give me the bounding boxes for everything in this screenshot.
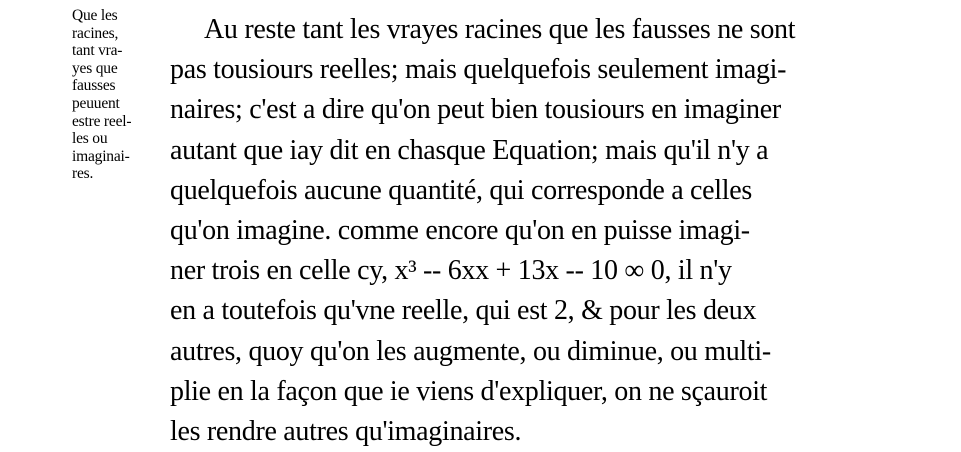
- body-line: Au reste tant les vrayes racines que les fausses ne sont: [204, 14, 796, 45]
- margin-note-line: res.: [72, 165, 94, 183]
- body-line: autant que iay dit en chasque Equation; mais qu'il n'y a: [170, 134, 769, 166]
- margin-note-line: Que les: [72, 7, 118, 24]
- body-line: naires; c'est a dire qu'on peut bien tousiours en imaginer: [170, 94, 781, 126]
- body-line: ner trois en celle cy, x³ -- 6xx + 13x -- 10 ∞ 0, il n'y: [170, 255, 732, 287]
- next-line-glyph-tops: [205, 420, 265, 426]
- margin-note-line: racines,: [72, 24, 119, 42]
- margin-note-line: tant vra-: [72, 42, 123, 60]
- margin-note-line: estre reel-: [72, 112, 132, 130]
- body-paragraph: [170, 10, 890, 452]
- margin-note-line: yes que: [72, 59, 118, 77]
- margin-note-line: fausses: [72, 77, 116, 95]
- margin-note-line: peuuent: [72, 94, 120, 112]
- next-line-fragment: [205, 412, 265, 426]
- margin-note-line: imaginai-: [72, 147, 130, 165]
- margin-note-line: les ou: [72, 130, 108, 148]
- body-line: quelquefois aucune quantité, qui corresponde a celles: [170, 174, 752, 206]
- body-line: plie en la façon que ie viens d'expliquer, on ne sçauroit: [170, 375, 768, 407]
- body-line: qu'on imagine. comme encore qu'on en puisse imagi-: [170, 214, 750, 246]
- body-line: en a toutefois qu'vne reelle, qui est 2, & pour les deux: [170, 295, 757, 327]
- body-line: pas tousiours reelles; mais quelquefois seulement imagi-: [170, 54, 787, 86]
- margin-note: [72, 7, 172, 183]
- body-line: autres, quoy qu'on les augmente, ou diminue, ou multi-: [170, 335, 771, 367]
- body-line: les rendre autres qu'imaginaires.: [170, 415, 522, 447]
